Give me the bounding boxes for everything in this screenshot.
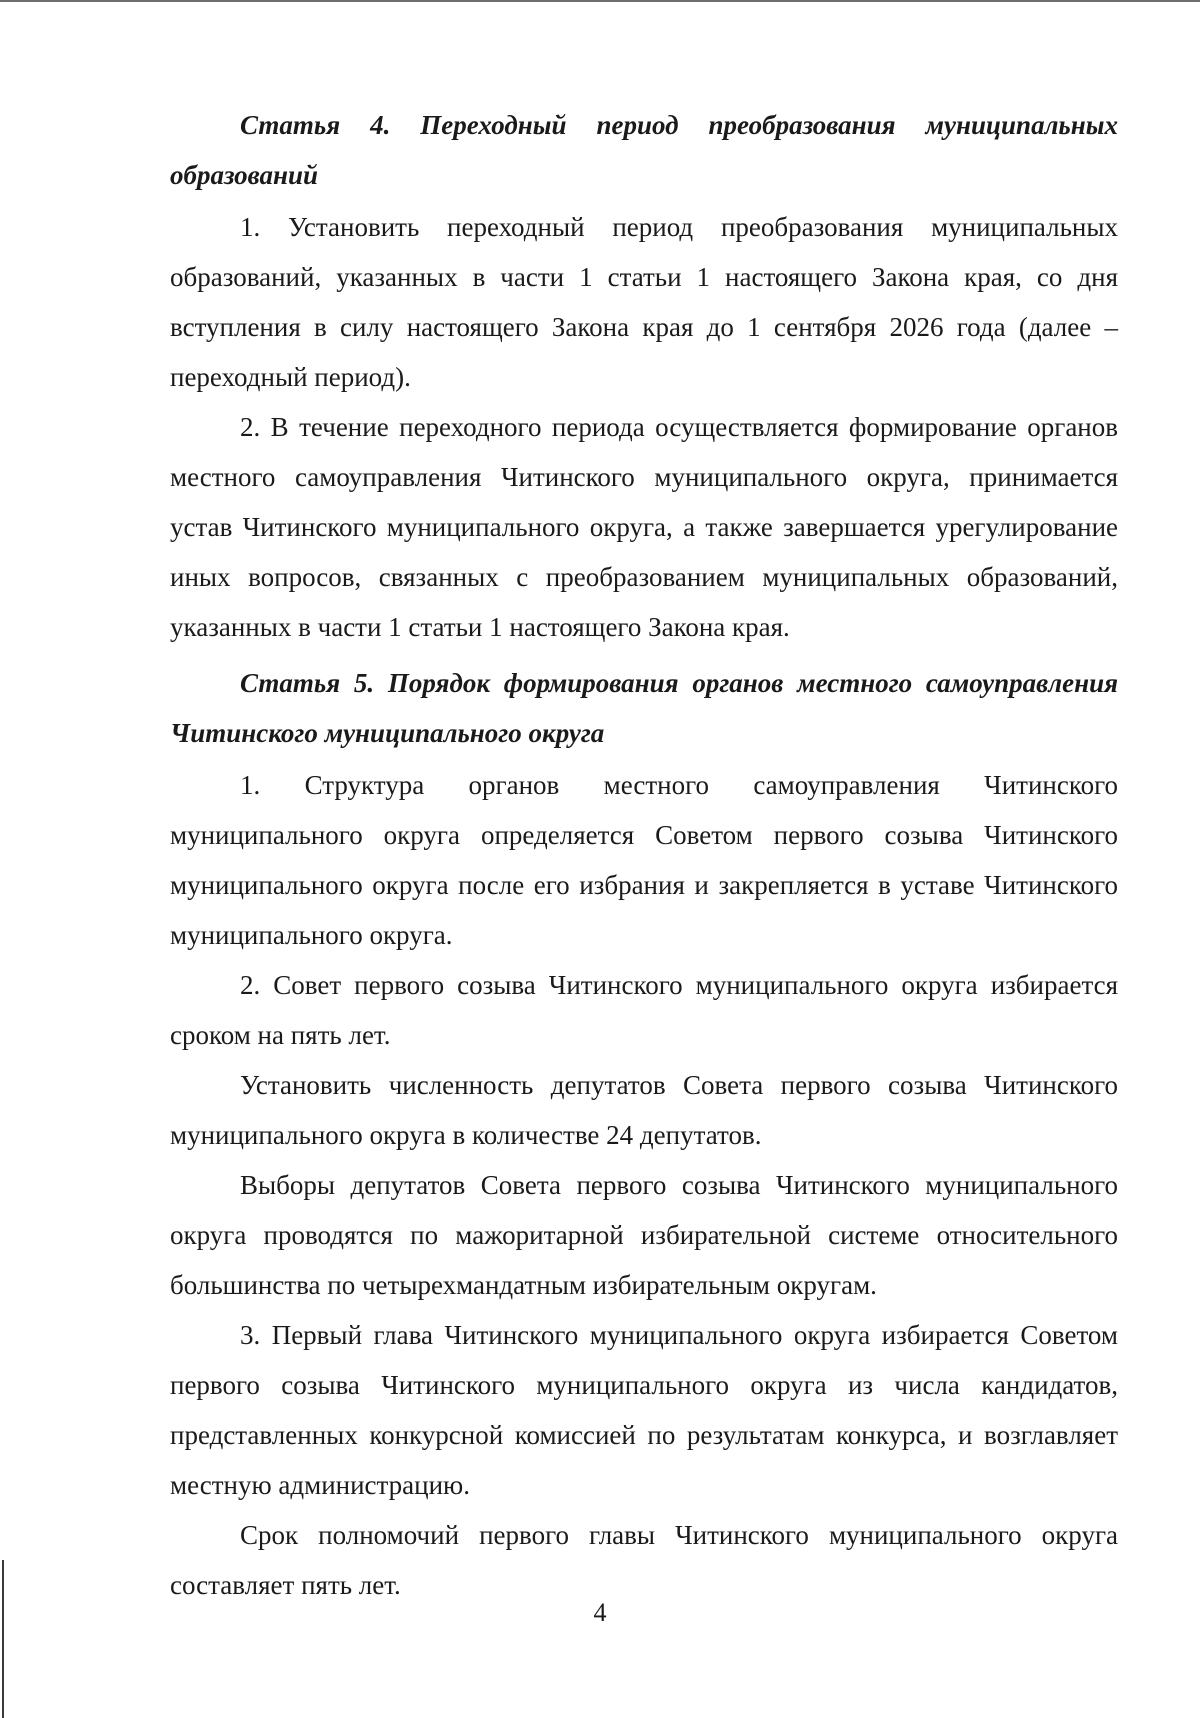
article-5-heading: Статья 5. Порядок формирования органов местного самоуправления Читинского муниципального округа [170, 668, 1118, 748]
article-4-paragraph-1: 1. Установить переходный период преобразования муниципальных образований, указанных в части 1 статьи 1 настоящего Закона края, со дня вступления в силу настоящего Закона края до 1 сентября 2026 года (далее – переходный период). [170, 212, 1118, 392]
article-5-paragraph-1: 1. Структура органов местного самоуправления Читинского муниципального округа определяется Советом первого созыва Читинского муниципального округа после его избрания и закрепляется в уставе Читинского муниципального округа. [170, 770, 1118, 950]
article-5-paragraph-2: 2. Совет первого созыва Читинского муниципального округа избирается сроком на пять лет. [170, 970, 1118, 1050]
document-page [170, 100, 1118, 1610]
article-5-paragraph-4: Выборы депутатов Совета первого созыва Читинского муниципального округа проводятся по мажоритарной избирательной системе относительного большинства по четырехмандатным избирательным округам. [170, 1170, 1118, 1300]
page-number: 4 [593, 1598, 607, 1627]
article-5-paragraph-6: Срок полномочий первого главы Читинского муниципального округа составляет пять лет. [170, 1520, 1118, 1600]
article-4-paragraph-2: 2. В течение переходного периода осуществляется формирование органов местного самоуправления Читинского муниципального округа, принимается устав Читинского муниципального округа, а также завершается урегулирование иных вопросов, связанных с преобразованием муниципальных образований, указанных в части 1 статьи 1 настоящего Закона края. [170, 412, 1118, 642]
article-5-paragraph-3: Установить численность депутатов Совета первого созыва Читинского муниципального округа в количестве 24 депутатов. [170, 1070, 1118, 1150]
article-5-paragraph-5: 3. Первый глава Читинского муниципального округа избирается Советом первого созыва Читинского муниципального округа из числа кандидатов, представленных конкурсной комиссией по результатам конкурса, и возглавляет местную администрацию. [170, 1320, 1118, 1500]
page-left-border [2, 1560, 4, 1718]
page-top-border [0, 0, 1200, 2]
article-4-heading: Статья 4. Переходный период преобразования муниципальных образований [170, 110, 1118, 190]
